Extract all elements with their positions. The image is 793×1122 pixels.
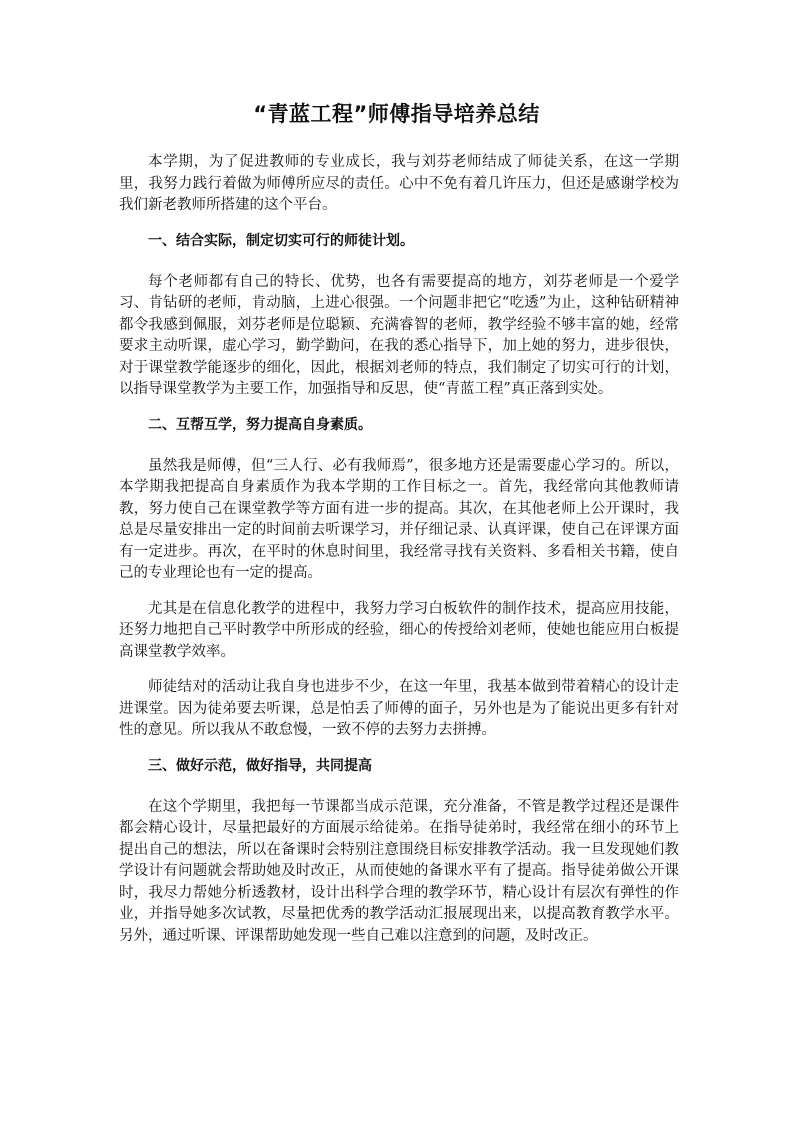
intro-paragraph: 本学期，为了促进教师的专业成长，我与刘芬老师结成了师徒关系，在这一学期里，我努力践行着做为师傅所应尽的责任。心中不免有着几许压力，但还是感谢学校为我们新老教师所搭建的这个平台。: [119, 154, 679, 213]
section-3-paragraph: 在这个学期里，我把每一节课都当成示范课，充分准备，不管是教学过程还是课件都会精心设计，尽量把最好的方面展示给徒弟。在指导徒弟时，我经常在细小的环节上提出自己的想法，所以在备课时会特别注意围绕目标安排教学活动。我一旦发现她们教学设计有问题就会帮助她及时改正，从而使她的备课水平有了提高。指导徒弟做公开课时，我尽力帮她分析透教材，设计出科学合理的教学环节，精心设计有层次有弹性的作业，并指导她多次试教，尽量把优秀的教学活动汇报展现出来，以提高教育教学水平。另外，通过听课、评课帮助她发现一些自己难以注意到的问题，及时改正。: [119, 798, 679, 944]
section-heading-3: 三、做好示范，做好指导，共同提高: [148, 757, 372, 774]
document-body: [119, 152, 679, 961]
document-title: “青蓝工程”师傅指导培养总结: [253, 102, 540, 126]
section-heading-1: 一、结合实际，制定切实可行的师徒计划。: [148, 232, 414, 249]
section-2-paragraph-3: 师徒结对的活动让我自身也进步不少，在这一年里，我基本做到带着精心的设计走进课堂。因为徒弟要去听课，总是怕丢了师傅的面子，另外也是为了能说出更多有针对性的意见。所以我从不敢怠慢，一致不停的去努力去拼搏。: [119, 679, 679, 738]
section-heading-2: 二、互帮互学，努力提高自身素质。: [148, 416, 372, 433]
section-1-paragraph: 每个老师都有自己的特长、优势，也各有需要提高的地方，刘芬老师是一个爱学习、肯钻研的老师，肯动脑，上进心很强。一个问题非把它“吃透”为止，这种钻研精神都令我感到佩服，刘芬老师是位聪颖、充满睿智的老师，教学经验不够丰富的她，经常要求主动听课，虚心学习，勤学勤问，在我的悉心指导下，加上她的努力，进步很快，对于课堂教学能逐步的细化，因此，根据刘老师的特点，我们制定了切实可行的计划，以指导课堂教学为主要工作，加强指导和反思，使“青蓝工程”真正落到实处。: [119, 273, 679, 397]
section-2-paragraph-2: 尤其是在信息化教学的进程中，我努力学习白板软件的制作技术，提高应用技能，还努力地把自己平时教学中所形成的经验，细心的传授给刘老师，使她也能应用白板提高课堂教学效率。: [119, 600, 679, 660]
section-2-paragraph-1: 虽然我是师傅，但“三人行、必有我师焉”，很多地方还是需要虚心学习的。所以，本学期我把提高自身素质作为我本学期的工作目标之一。首先，我经常向其他教师请教，努力使自己在课堂教学等方面有进一步的提高。其次，在其他老师上公开课时，我总是尽量安排出一定的时间前去听课学习，并仔细记录、认真评课，使自己在评课方面有一定进步。再次，在平时的休息时间里，我经常寻找有关资料、多看相关书籍，使自己的专业理论也有一定的提高。: [119, 457, 679, 581]
